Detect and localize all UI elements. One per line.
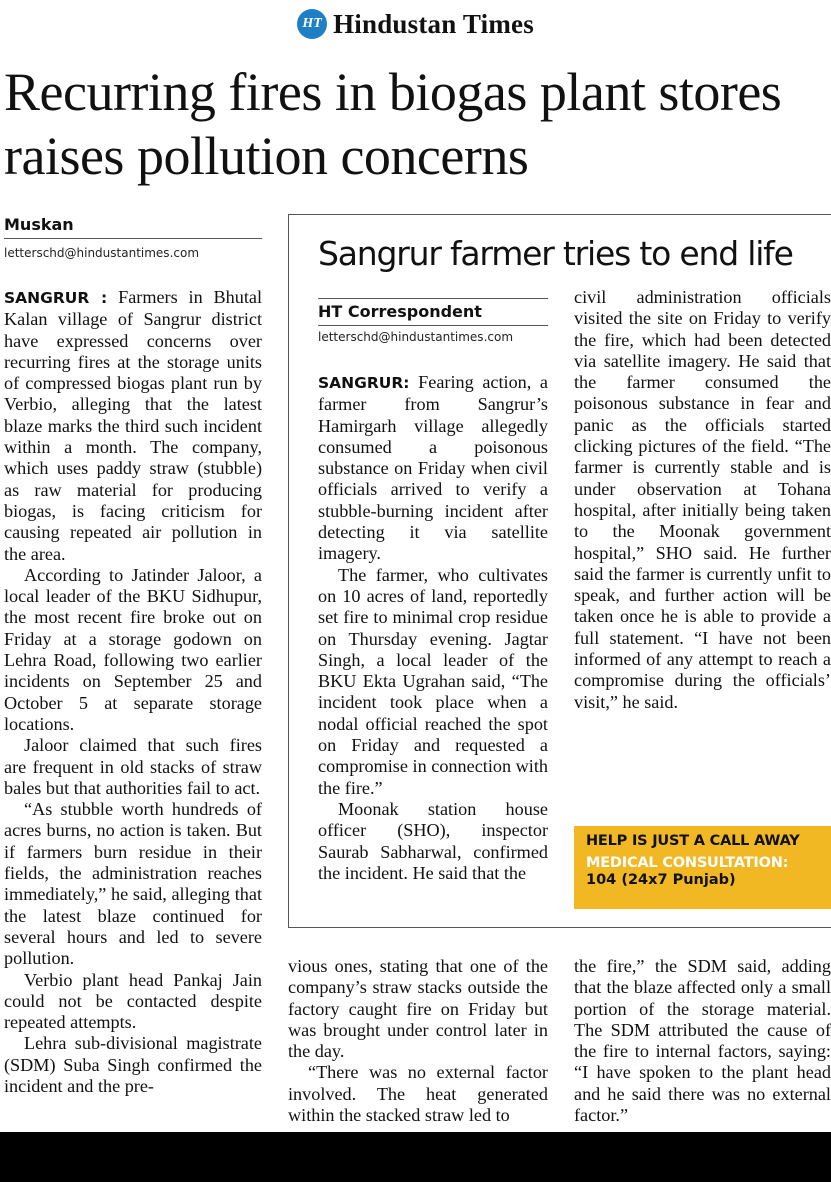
main-paragraph: Lehra sub-divisional magistrate (SDM) Suba Singh confirmed the incident and the pre- [4,1033,262,1096]
main-author: Muskan [4,215,74,234]
main-paragraph: Verbio plant head Pankaj Jain could not be contacted despite repeated attempts. [4,969,262,1033]
main-author-email: letterschd@hindustantimes.com [4,246,200,260]
side-story-author: HT Correspondent [318,302,482,321]
bottom-band [0,1132,831,1182]
side-story-column-1 [318,372,548,884]
masthead-title: Hindustan Times [333,8,534,39]
main-paragraph: “As stubble worth hundreds of acres burns, no action is taken. But if farmers burn residue in their fields, the administration reaches immediately,” he said, alleging that the latest blaze continued for several hours and led to severe pollution. [4,799,262,969]
main-paragraph: vious ones, stating that one of the company’s straw stacks outside the factory caught fire on Friday but was brought under control later in the day. [288,956,548,1062]
side-story-paragraph: SANGRUR: Fearing action, a farmer from Sangrur’s Hamirgarh village allegedly consumed a poisonous substance on Friday when civil officials arrived to verify a stubble-burning incident after detecting it via satellite imagery. [318,372,548,564]
helpline-number: 104 (24x7 Punjab) [586,872,736,888]
side-story-paragraph: Moonak station house officer (SHO), inspector Saurab Sabharwal, confirmed the incident. He said that the [318,798,548,883]
masthead [0,4,831,44]
main-byline [4,215,262,239]
main-column-2 [288,956,548,1126]
main-column-1 [4,287,262,1097]
side-story-email: letterschd@hindustantimes.com [318,330,514,344]
main-column-3 [574,956,831,1126]
main-dateline: SANGRUR : [4,289,108,307]
side-story-paragraph: The farmer, who cultivates on 10 acres of land, reportedly set fire to minimal crop residue on Thursday evening. Jagtar Singh, a local leader of the BKU Ekta Ugrahan said, “The incident took place when a nodal official reached the spot on Friday and requested a compromise in connection with the fire.” [318,564,548,798]
helpline-box [574,826,831,909]
side-story-column-2 [574,287,831,713]
main-paragraph: Jaloor claimed that such fires are frequent in old stacks of straw bales but that authorities fail to act. [4,735,262,798]
side-story-byline [318,298,548,326]
side-story-paragraph: civil administration officials visited the site on Friday to verify the fire, which had been detected via satellite imagery. He said that the farmer consumed the poisonous substance in fear and panic as the officials started clicking pictures of the field. “The farmer is currently stable and is under observation at Tohana hospital, after initially being taken to the Moonak government hospital,” SHO said. He further said the farmer is currently unfit to speak, and further action will be taken once he is able to provide a full statement. “I have not been informed of any attempt to reach a compromise during the officials’ visit,” he said. [574,287,831,712]
page-title: Recurring fires in biogas plant stores raises pollution concerns [4,62,782,186]
main-paragraph: According to Jatinder Jaloor, a local leader of the BKU Sidhupur, the most recent fire broke out on Friday at a storage godown on Lehra Road, following two earlier incidents on September 25 and October 5 at separate storage locations. [4,564,262,734]
main-paragraph: the fire,” the SDM said, adding that the blaze affected only a small portion of the storage material. The SDM attributed the cause of the fire to internal factors, saying: “I have spoken to the plant head and he said there was no external factor.” [574,956,831,1126]
ht-logo-icon: HT [297,9,327,39]
main-paragraph: SANGRUR : Farmers in Bhutal Kalan village of Sangrur district have expressed concerns over recurring fires at the storage units of compressed biogas plant run by Verbio, alleging that the latest blaze marks the third such incident within a month. The company, which uses paddy straw (stubble) as raw material for producing biogas, is facing criticism for causing repeated air pollution in the area. [4,287,263,564]
helpline-heading: HELP IS JUST A CALL AWAY [586,833,800,849]
helpline-label: MEDICAL CONSULTATION: [586,855,789,871]
side-story-title: Sangrur farmer tries to end life [318,234,793,273]
side-story-dateline: SANGRUR: [318,374,410,392]
main-paragraph: “There was no external factor involved. The heat generated within the stacked straw led to [288,1062,548,1126]
